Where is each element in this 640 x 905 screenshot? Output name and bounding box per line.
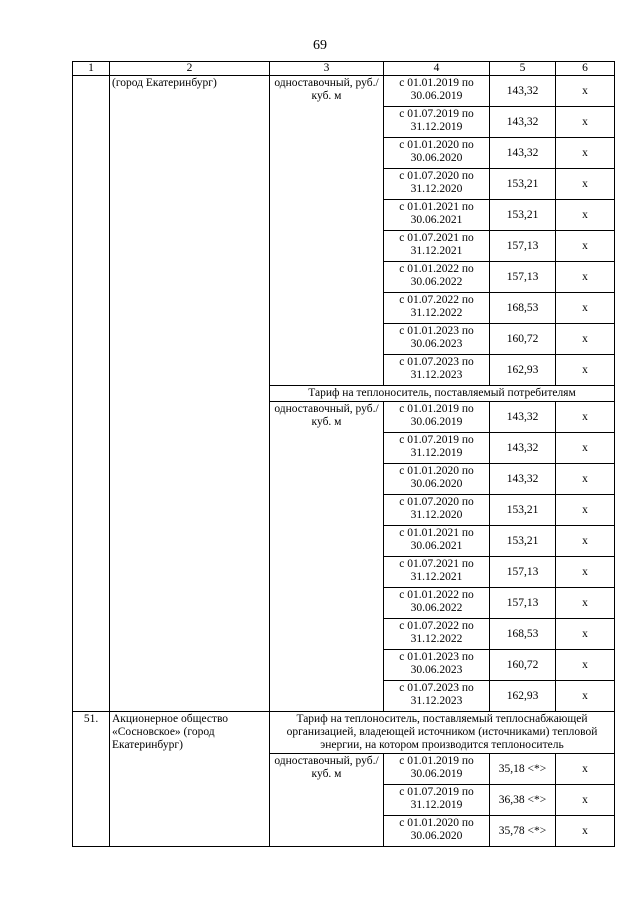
extra-cell: x <box>556 557 615 588</box>
period-cell: с 01.01.2022 по 30.06.2022 <box>384 262 490 293</box>
extra-cell: x <box>556 495 615 526</box>
period-cell: с 01.07.2019 по 31.12.2019 <box>384 107 490 138</box>
column-header: 1 <box>73 62 110 76</box>
table-row <box>73 76 615 107</box>
extra-cell: x <box>556 200 615 231</box>
tariff-table <box>72 61 615 847</box>
tariff-heading: Тариф на теплоноситель, поставляемый теплоснабжающей организацией, владеющей источником (источниками) тепловой энергии, на котором производится теплоноситель <box>270 712 615 754</box>
period-cell: с 01.01.2019 по 30.06.2019 <box>384 754 490 785</box>
period-cell: с 01.07.2021 по 31.12.2021 <box>384 231 490 262</box>
tariff-heading-row <box>73 712 615 754</box>
value-cell: 162,93 <box>490 681 556 712</box>
period-cell: с 01.07.2019 по 31.12.2019 <box>384 433 490 464</box>
value-cell: 143,32 <box>490 138 556 169</box>
extra-cell: x <box>556 76 615 107</box>
extra-cell: x <box>556 324 615 355</box>
extra-cell: x <box>556 816 615 847</box>
extra-cell: x <box>556 588 615 619</box>
value-cell: 168,53 <box>490 293 556 324</box>
row-number: 51. <box>73 712 110 847</box>
period-cell: с 01.01.2021 по 30.06.2021 <box>384 200 490 231</box>
extra-cell: x <box>556 355 615 386</box>
period-cell: с 01.07.2021 по 31.12.2021 <box>384 557 490 588</box>
column-header: 5 <box>490 62 556 76</box>
extra-cell: x <box>556 231 615 262</box>
period-cell: с 01.01.2023 по 30.06.2023 <box>384 324 490 355</box>
period-cell: с 01.01.2021 по 30.06.2021 <box>384 526 490 557</box>
period-cell: с 01.01.2020 по 30.06.2020 <box>384 464 490 495</box>
extra-cell: x <box>556 402 615 433</box>
period-cell: с 01.07.2023 по 31.12.2023 <box>384 355 490 386</box>
tariff-unit: одноставочный, руб./куб. м <box>270 754 384 847</box>
row-number <box>73 76 110 712</box>
extra-cell: x <box>556 650 615 681</box>
period-cell: с 01.07.2023 по 31.12.2023 <box>384 681 490 712</box>
value-cell: 143,32 <box>490 76 556 107</box>
period-cell: с 01.07.2020 по 31.12.2020 <box>384 169 490 200</box>
value-cell: 160,72 <box>490 650 556 681</box>
value-cell: 143,32 <box>490 402 556 433</box>
period-cell: с 01.01.2020 по 30.06.2020 <box>384 816 490 847</box>
extra-cell: x <box>556 262 615 293</box>
value-cell: 35,18 <*> <box>490 754 556 785</box>
value-cell: 168,53 <box>490 619 556 650</box>
value-cell: 153,21 <box>490 495 556 526</box>
period-cell: с 01.07.2022 по 31.12.2022 <box>384 293 490 324</box>
period-cell: с 01.01.2020 по 30.06.2020 <box>384 138 490 169</box>
value-cell: 143,32 <box>490 107 556 138</box>
extra-cell: x <box>556 785 615 816</box>
period-cell: с 01.07.2020 по 31.12.2020 <box>384 495 490 526</box>
value-cell: 143,32 <box>490 433 556 464</box>
extra-cell: x <box>556 293 615 324</box>
column-header: 3 <box>270 62 384 76</box>
extra-cell: x <box>556 464 615 495</box>
column-header: 2 <box>110 62 270 76</box>
tariff-unit: одноставочный, руб./куб. м <box>270 402 384 712</box>
period-cell: с 01.01.2019 по 30.06.2019 <box>384 76 490 107</box>
extra-cell: x <box>556 681 615 712</box>
value-cell: 157,13 <box>490 557 556 588</box>
tariff-heading: Тариф на теплоноситель, поставляемый потребителям <box>270 386 615 402</box>
extra-cell: x <box>556 138 615 169</box>
organization-name: Акционерное общество «Сосновское» (город Екатеринбург) <box>110 712 270 847</box>
period-cell: с 01.07.2019 по 31.12.2019 <box>384 785 490 816</box>
extra-cell: x <box>556 754 615 785</box>
extra-cell: x <box>556 169 615 200</box>
value-cell: 143,32 <box>490 464 556 495</box>
value-cell: 160,72 <box>490 324 556 355</box>
value-cell: 157,13 <box>490 231 556 262</box>
value-cell: 36,38 <*> <box>490 785 556 816</box>
column-header: 6 <box>556 62 615 76</box>
value-cell: 157,13 <box>490 262 556 293</box>
period-cell: с 01.01.2023 по 30.06.2023 <box>384 650 490 681</box>
value-cell: 35,78 <*> <box>490 816 556 847</box>
extra-cell: x <box>556 526 615 557</box>
period-cell: с 01.07.2022 по 31.12.2022 <box>384 619 490 650</box>
extra-cell: x <box>556 107 615 138</box>
value-cell: 162,93 <box>490 355 556 386</box>
column-header: 4 <box>384 62 490 76</box>
tariff-unit: одноставочный, руб./куб. м <box>270 76 384 386</box>
page-number: 69 <box>313 38 327 53</box>
extra-cell: x <box>556 619 615 650</box>
organization-name: (город Екатеринбург) <box>110 76 270 712</box>
value-cell: 157,13 <box>490 588 556 619</box>
extra-cell: x <box>556 433 615 464</box>
value-cell: 153,21 <box>490 200 556 231</box>
column-number-row <box>73 62 615 76</box>
period-cell: с 01.01.2019 по 30.06.2019 <box>384 402 490 433</box>
period-cell: с 01.01.2022 по 30.06.2022 <box>384 588 490 619</box>
value-cell: 153,21 <box>490 526 556 557</box>
value-cell: 153,21 <box>490 169 556 200</box>
